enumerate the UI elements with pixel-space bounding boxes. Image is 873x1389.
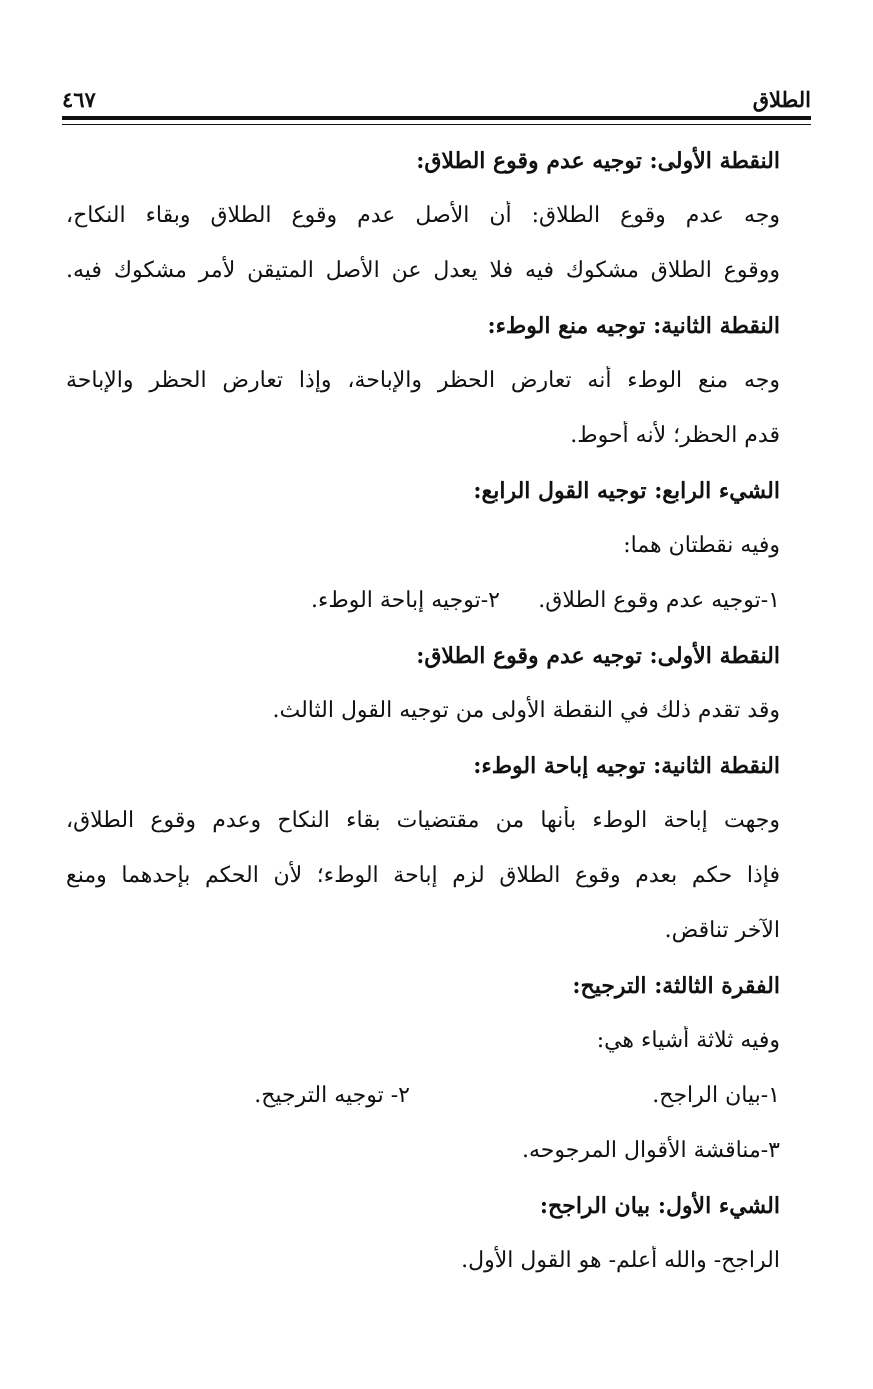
paragraph-line: وجهت إباحة الوطء بأنها من مقتضيات بقاء النكاح وعدم وقوع الطلاق، — [66, 808, 780, 833]
chapter-title: الطلاق — [752, 87, 811, 112]
subheading: الفقرة الثالثة: الترجيح: — [572, 973, 780, 999]
page-number: ٤٦٧ — [62, 87, 96, 112]
page-body — [66, 146, 780, 1301]
list-item: ٢-توجيه إباحة الوطء. — [311, 588, 500, 613]
paragraph-line: الآخر تناقض. — [664, 918, 780, 943]
paragraph-line: قدم الحظر؛ لأنه أحوط. — [570, 423, 780, 448]
paragraph-line: وفيه نقطتان هما: — [623, 533, 780, 558]
list-item: ١-توجيه عدم وقوع الطلاق. — [538, 588, 780, 613]
paragraph-line: فإذا حكم بعدم وقوع الطلاق لزم إباحة الوطء؛ لأن الحكم بإحدهما ومنع — [66, 863, 780, 888]
subheading: النقطة الثانية: توجيه منع الوطء: — [487, 313, 780, 339]
paragraph-line: وفيه ثلاثة أشياء هي: — [596, 1028, 780, 1053]
list-item: ٢- توجيه الترجيح. — [254, 1083, 410, 1108]
header-rule-thick — [62, 116, 811, 120]
subheading: النقطة الأولى: توجيه عدم وقوع الطلاق: — [416, 643, 780, 669]
subheading: النقطة الثانية: توجيه إباحة الوطء: — [473, 753, 780, 779]
paragraph-line: وقد تقدم ذلك في النقطة الأولى من توجيه القول الثالث. — [272, 698, 780, 723]
running-header — [62, 84, 811, 112]
paragraph-line: ووقوع الطلاق مشكوك فيه فلا يعدل عن الأصل المتيقن لأمر مشكوك فيه. — [66, 258, 780, 283]
header-rule-thin — [62, 124, 811, 125]
paragraph-line: الراجح- والله أعلم- هو القول الأول. — [461, 1248, 780, 1273]
subheading: الشيء الأول: بيان الراجح: — [539, 1193, 780, 1219]
subheading: النقطة الأولى: توجيه عدم وقوع الطلاق: — [416, 148, 780, 174]
paragraph-line: وجه منع الوطء أنه تعارض الحظر والإباحة، وإذا تعارض الحظر والإباحة — [66, 368, 780, 393]
list-item: ١-بيان الراجح. — [652, 1083, 780, 1108]
subheading: الشيء الرابع: توجيه القول الرابع: — [473, 478, 780, 504]
paragraph-line: وجه عدم وقوع الطلاق: أن الأصل عدم وقوع الطلاق وبقاء النكاح، — [66, 203, 780, 228]
list-item: ٣-مناقشة الأقوال المرجوحه. — [522, 1138, 780, 1163]
list-row — [66, 1081, 780, 1111]
list-row — [66, 586, 780, 616]
